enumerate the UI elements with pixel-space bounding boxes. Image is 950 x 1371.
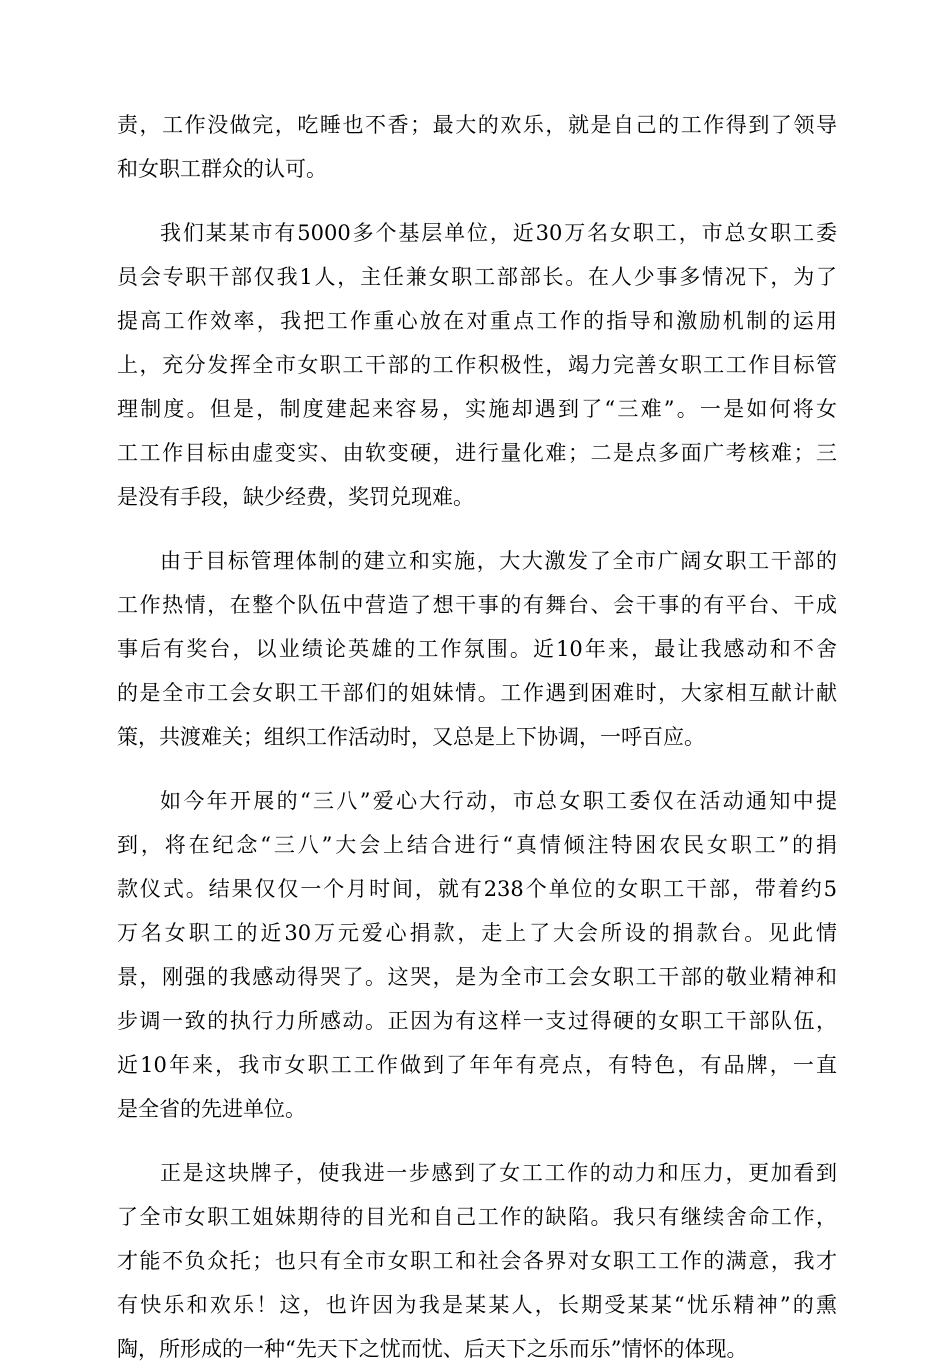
text-line: 策，共渡难关；组织工作活动时，又总是上下协调，一呼百应。: [117, 725, 705, 749]
text-line: 是全省的先进单位。: [117, 1097, 306, 1121]
paragraph-2: [117, 211, 837, 519]
text-line: 到，将在纪念“三八”大会上结合进行“真情倾注特困农民女职工”的捐: [117, 833, 837, 857]
text-line: 才能不负众托；也只有全市女职工和社会各界对女职工工作的满意，我才: [117, 1249, 837, 1273]
text-line: 是没有手段，缺少经费，奖罚兑现难。: [117, 485, 474, 509]
text-line: 陶，所形成的一种“先天下之忧而忧、后天下之乐而乐”情怀的体现。: [117, 1337, 748, 1361]
text-line: 如今年开展的“三八”爱心大行动，市总女职工委仅在活动通知中提: [160, 789, 837, 813]
text-line: 近10年来，我市女职工工作做到了年年有亮点，有特色，有品牌，一直: [117, 1053, 837, 1077]
paragraph-gap: [117, 519, 837, 539]
text-line: 上，充分发挥全市女职工干部的工作积极性，竭力完善女职工工作目标管: [117, 353, 837, 377]
text-line: 事后有奖台，以业绩论英雄的工作氛围。近10年来，最让我感动和不舍: [117, 637, 837, 661]
text-line: 理制度。但是，制度建起来容易，实施却遇到了“三难”。一是如何将女: [117, 397, 837, 421]
text-line: 和女职工群众的认可。: [117, 157, 327, 181]
paragraph-gap: [117, 191, 837, 211]
text-line: 的是全市工会女职工干部们的姐妹情。工作遇到困难时，大家相互献计献: [117, 681, 837, 705]
text-line: 责，工作没做完，吃睡也不香；最大的欢乐，就是自己的工作得到了领导: [117, 113, 837, 137]
text-line: 工作热情，在整个队伍中营造了想干事的有舞台、会干事的有平台、干成: [117, 593, 837, 617]
paragraph-3: [117, 539, 837, 759]
paragraph-1: [117, 103, 837, 191]
text-line: 景，刚强的我感动得哭了。这哭，是为全市工会女职工干部的敬业精神和: [117, 965, 837, 989]
text-line: 正是这块牌子，使我进一步感到了女工工作的动力和压力，更加看到: [160, 1161, 837, 1185]
text-line: 由于目标管理体制的建立和实施，大大激发了全市广阔女职工干部的: [160, 549, 837, 573]
paragraph-4: [117, 779, 837, 1131]
text-line: 款仪式。结果仅仅一个月时间，就有238个单位的女职工干部，带着约5: [117, 877, 837, 901]
text-line: 万名女职工的近30万元爱心捐款，走上了大会所设的捐款台。见此情: [117, 921, 837, 945]
text-line: 了全市女职工姐妹期待的目光和自己工作的缺陷。我只有继续舍命工作，: [117, 1205, 837, 1229]
text-line: 步调一致的执行力所感动。正因为有这样一支过得硬的女职工干部队伍，: [117, 1009, 837, 1033]
paragraph-gap: [117, 759, 837, 779]
text-line: 有快乐和欢乐！这，也许因为我是某某人，长期受某某“忧乐精神”的熏: [117, 1293, 837, 1317]
paragraph-5: [117, 1151, 837, 1371]
text-line: 我们某某市有5000多个基层单位，近30万名女职工，市总女职工委: [160, 221, 837, 245]
text-line: 员会专职干部仅我1人，主任兼女职工部部长。在人少事多情况下，为了: [117, 265, 837, 289]
document-body: [117, 103, 837, 1371]
text-line: 工工作目标由虚变实、由软变硬，进行量化难；二是点多面广考核难；三: [117, 441, 837, 465]
paragraph-gap: [117, 1131, 837, 1151]
text-line: 提高工作效率，我把工作重心放在对重点工作的指导和激励机制的运用: [117, 309, 837, 333]
